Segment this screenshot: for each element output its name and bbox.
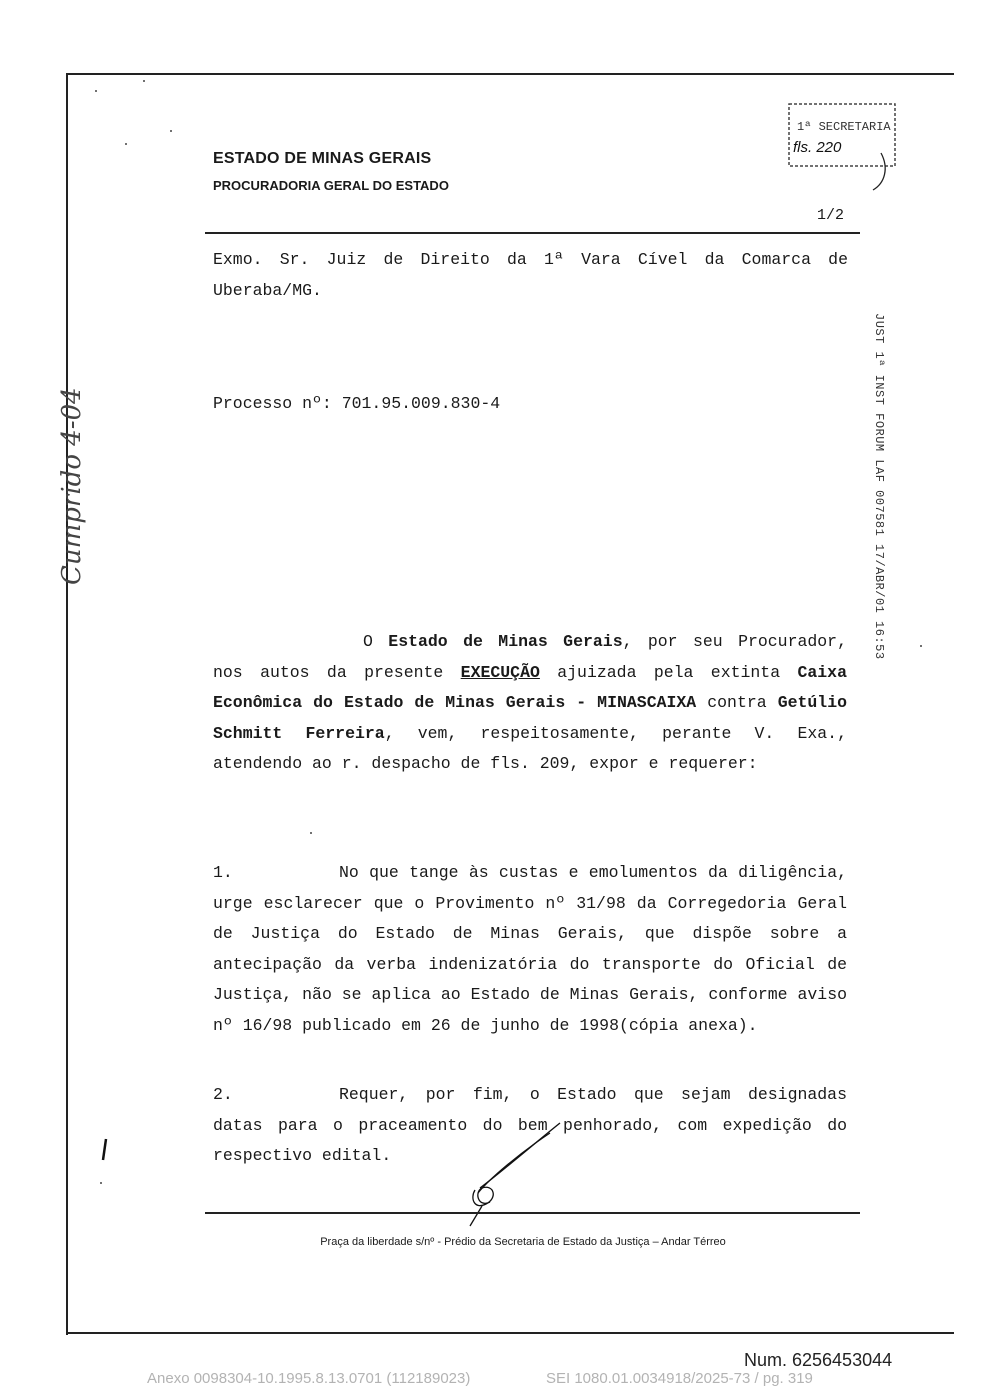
- annex-reference: Anexo 0098304-10.1995.8.13.0701 (112189023): [147, 1370, 471, 1387]
- page-border-top: [66, 73, 954, 75]
- item-2-number: 2.: [213, 1085, 233, 1104]
- margin-mark: [100, 1138, 110, 1162]
- page-border-left: [66, 73, 68, 1335]
- footer-rule: [205, 1212, 860, 1214]
- p1-bold-minascaixa: Caixa Econômica do Estado de Minas Gerais - MINASCAIXA: [213, 662, 847, 712]
- p1-bold-state: Estado de Minas Gerais: [388, 632, 623, 651]
- protocol-stamp-text: JUST 1ª INST FORUM LAF 007581 17/ABR/01 16:53: [872, 313, 886, 660]
- addressee: Exmo. Sr. Juiz de Direito da 1ª Vara Cível da Comarca de Uberaba/MG.: [213, 250, 848, 300]
- page-number: 1/2: [817, 207, 845, 224]
- p1-execucao: EXECUÇÃO: [460, 662, 540, 682]
- margin-note-text: Cumprido 4-04: [57, 387, 87, 585]
- p1-bold-defendant: Getúlio Schmitt Ferreira: [213, 693, 847, 743]
- page-border-bottom: [66, 1332, 954, 1334]
- protocol-stamp: [868, 313, 890, 660]
- stamp-line-2: fls. 220: [793, 139, 842, 156]
- footer-address: Praça da liberdade s/nº - Prédio da Secretaria de Estado da Justiça – Andar Térreo: [320, 1236, 726, 1248]
- item-1-number: 1.: [213, 863, 233, 882]
- p1-text-5: , vem, respeitosamente, perante V. Exa., atendendo ao r. despacho de fls. 209, expor e requerer:: [213, 723, 847, 773]
- stamp-line-1: 1ª SECRETARIA: [797, 120, 891, 134]
- process-number: Processo nº: 701.95.009.830-4: [213, 394, 501, 413]
- document-number: Num. 6256453044: [744, 1350, 893, 1370]
- opening-paragraph: [213, 627, 847, 780]
- header-office: PROCURADORIA GERAL DO ESTADO: [213, 178, 449, 193]
- margin-note-handwriting: [56, 385, 116, 590]
- p1-text-1: O: [363, 632, 389, 651]
- secretaria-stamp: [785, 98, 903, 193]
- item-2-text: Requer, por fim, o Estado que sejam designadas datas para o praceamento do bem penhorado, com expedição do respectivo edital.: [213, 1085, 847, 1165]
- p1-text-3: ajuizada pela extinta: [539, 662, 798, 682]
- header-rule: [205, 232, 860, 234]
- sei-reference: SEI 1080.01.0034918/2025-73 / pg. 319: [546, 1370, 813, 1387]
- p1-text-2: , por seu Procurador, nos autos da presente: [213, 632, 847, 682]
- p1-text-4: contra: [696, 693, 778, 712]
- item-1-text: No que tange às custas e emolumentos da diligência, urge esclarecer que o Provimento nº 31/98 da Corregedoria Geral de Justiça do Estado de Minas Gerais, que dispõe sobre a antecipação da verba indenizatória do transporte do Oficial de Justiça, não se aplica ao Estado de Minas Gerais, conforme aviso nº 16/98 publicado em 26 de junho de 1998(cópia anexa).: [213, 863, 847, 1035]
- header-state: ESTADO DE MINAS GERAIS: [213, 150, 432, 167]
- item-1: [213, 858, 847, 1041]
